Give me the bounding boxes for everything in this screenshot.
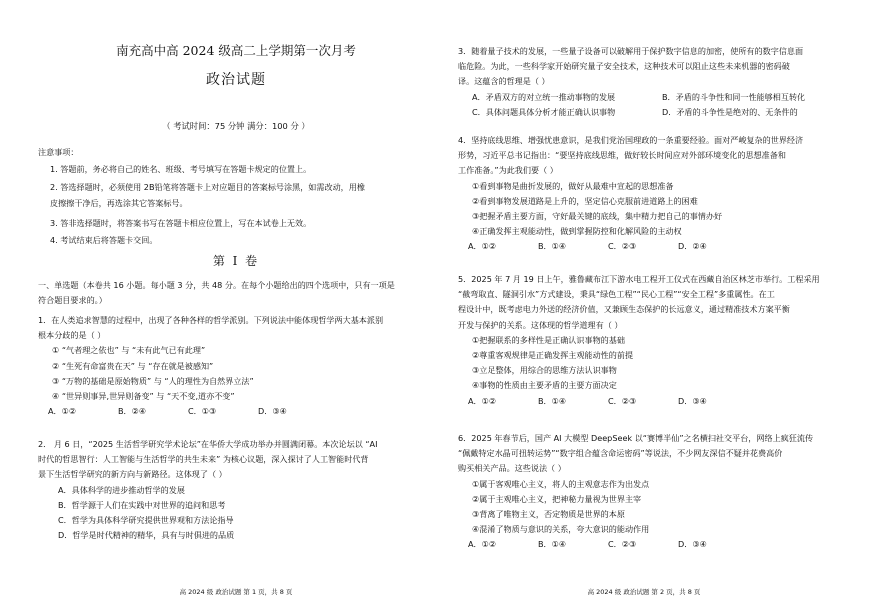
option-b: B．①④ [538,241,567,252]
note-line: 1. 答题前，务必将自己的姓名、班级、考号填写在答题卡规定的位置上。 [50,164,312,174]
section-intro-line: 符合题目要求的。） [38,295,107,306]
question-stem-line: “佩戴特定水晶可扭转运势”“数字组合蕴含命运密码”等说法，不少网友深信不疑并花费高价 [458,448,783,459]
question-item: ③立足整体，用综合的思维方法认识事物 [472,365,617,376]
note-line: 4. 考试结束后将答题卡交回。 [50,235,158,245]
question-stem-line: 程设计中，既考虑电力外送的经济价值，又兼顾生态保护的长远意义，通过精准技术方案平衡 [458,304,790,315]
option-b: B．②④ [118,406,147,417]
question-item: ①属于客观唯心主义，将人的主观意志作为出发点 [472,478,650,489]
page-footer: 高 2024 级 政治试题 第 1 页，共 8 页 [179,588,293,596]
option-a: A．①② [468,539,497,550]
option-c: C．②③ [608,395,637,406]
subject-title: 政治试题 [206,72,266,88]
question-1 [38,313,434,419]
question-stem-line: 临危险。为此，一些科学家开始研究量子安全技术，这种技术可以阻止这些未来机器的密码破 [458,61,790,72]
section-title: 第 Ⅰ 卷 [212,254,260,268]
notes-heading: 注意事项： [38,147,79,157]
question-item: ②尊重客观规律是正确发挥主观能动性的前提 [472,350,634,361]
choice-d: D．矛盾的斗争性是绝对的、无条件的 [662,106,798,117]
question-stem-line: 形势，习近平总书记指出：“要坚持底线思维，做好较长时间应对外部环境变化的思想准备和 [458,150,786,161]
question-item: ③把握矛盾主要方面，守好最关键的底线，集中精力把自己的事情办好 [472,211,723,222]
option-a: A．①② [48,406,77,417]
option-b: B．①④ [538,395,567,406]
choice-b: B．矛盾的斗争性和同一性能够相互转化 [662,91,806,102]
question-item: ④事物的性质由主要矛盾的主要方面决定 [472,380,617,391]
option-c: C．②③ [608,241,637,252]
exam-title: 南充高中高 2024 级高二上学期第一次月考 [116,43,356,58]
section-intro-line: 一、单选题（本卷共 16 小题。每小题 3 分，共 48 分。在每个小题给出的四个选项中，只有一项是 [38,280,395,290]
choice-row [458,105,830,120]
note-line: 3. 答非选择题时，将答案书写在答题卡相应位置上，写在本试卷上无效。 [50,218,312,228]
exam-info: （ 考试时间：75 分钟 满分：100 分 ） [162,121,310,131]
question-5 [458,272,830,409]
option-c: C．②③ [608,539,637,550]
question-item: ② “生死有命富贵在天” 与 “存在就是被感知” [52,360,214,371]
question-stem-line: 购买相关产品。这些说法（ ） [458,463,566,474]
question-stem-line: 译。这蕴含的哲理是（ ） [458,76,550,87]
option-d: D．③④ [678,395,707,406]
question-item: ③背离了唯物主义，否定物质是世界的本原 [472,509,625,520]
question-item: ①看到事物是曲折发展的，做好从最难中宣起的思想准备 [472,180,674,191]
question-item: ④正确发挥主观能动性，做到掌握防控和化解风险的主动权 [472,226,682,237]
choice-a: A．具体科学的进步推动哲学的发展 [58,484,185,495]
question-item: ④混淆了物质与意识的关系，夸大意识的能动作用 [472,524,650,535]
choice-b: B．哲学源于人们在实践中对世界的追问和思考 [58,499,226,510]
choice-a: A．矛盾双方的对立统一推动事物的发展 [472,91,616,102]
question-stem-line: 2． 月 6 日，“2025 生活哲学研究学术论坛”在华侨大学成功举办并圆满闭幕。本次论坛以 “AI [38,439,378,449]
question-stem-line: 5．2025 年 7 月 19 日上午，雅鲁藏布江下游水电工程开工仪式在西藏自治区林芝市举行。工程采用 [458,274,820,284]
choice-c: C．具体问题具体分析才能正确认识事物 [472,106,616,117]
option-d: D．③④ [258,406,287,417]
question-item: ① “气者理之依也” 与 “未有此气已有此理” [52,345,206,356]
question-stem-line: “截弯取直、隧洞引水”方式建设，秉具“绿色工程”“民心工程”“安全工程”多重属性。在工 [458,289,775,300]
question-item: ①把握联系的多样性是正确认识事物的基础 [472,334,625,345]
choice-d: D．哲学是时代精神的精华，具有与时俱进的品质 [58,530,235,541]
option-c: C．①③ [188,406,217,417]
section-intro [38,278,434,308]
note-line: 2. 答选择题时，必须使用 2B铅笔将答题卡上对应题目的答案标号涂黑，如需改动，用橡 [50,182,365,192]
question-item: ②属于主观唯心主义，把神秘力量视为世界主宰 [472,493,642,504]
page-footer: 高 2024 级 政治试题 第 2 页，共 8 页 [587,588,701,596]
note-line: 皮擦擦干净后，再选涂其它答案标号。 [50,198,188,208]
question-stem-line: 6．2025 年春节后，国产 AI 大模型 DeepSeek 以“赛博半仙”之名横扫社交平台，网络上疯狂流传 [458,433,814,443]
question-6 [458,431,830,553]
question-item: ③ “万物的基础是原始物质” 与 “人的理性为自然界立法” [52,375,254,386]
question-3 [458,44,830,120]
question-stem-line: 根本分歧的是（ ） [38,330,106,341]
question-item: ②看到事物发展道路是上升的，坚定信心克服前进道路上的困难 [472,195,698,206]
choice-c: C．哲学为具体科学研究提供世界观和方法论指导 [58,515,234,526]
answer-options [458,239,830,254]
question-item: ④ “世异则事异,世异则备变” 与 “天不变,道亦不变” [52,391,235,402]
question-stem-line: 1．在人类追求智慧的过程中，出现了各种各样的哲学派别。下列说法中能体现哲学两大基本派别 [38,315,384,325]
question-stem-line: 时代的哲思智行：人工智能与生活哲学的共生未来” 为核心议题，深入探讨了人工智能时代背 [38,454,369,465]
option-b: B．①④ [538,539,567,550]
option-d: D．③④ [678,539,707,550]
question-stem-line: 工作准备。”为此我们要（ ） [458,165,558,176]
question-4 [458,133,830,255]
answer-options [458,394,830,409]
question-stem-line: 3．随着量子技术的发展，一些量子设备可以破解用于保护数字信息的加密，使所有的数字信息面 [458,46,804,56]
option-a: A．①② [468,395,497,406]
answer-options [38,404,434,419]
option-a: A．①② [468,241,497,252]
choice-row [458,90,830,105]
question-stem-line: 景下生活哲学研究的新方向与新路径。这体现了（ ） [38,469,227,480]
answer-options [458,537,830,552]
question-stem-line: 4．坚持底线思维、增强忧患意识，是我们党治国理政的一条重要经验。面对严峻复杂的世界经济 [458,135,804,145]
question-2 [38,437,434,543]
question-stem-line: 开发与保护的关系。这体现的哲学道理有（ ） [458,319,623,330]
option-d: D．②④ [678,241,707,252]
